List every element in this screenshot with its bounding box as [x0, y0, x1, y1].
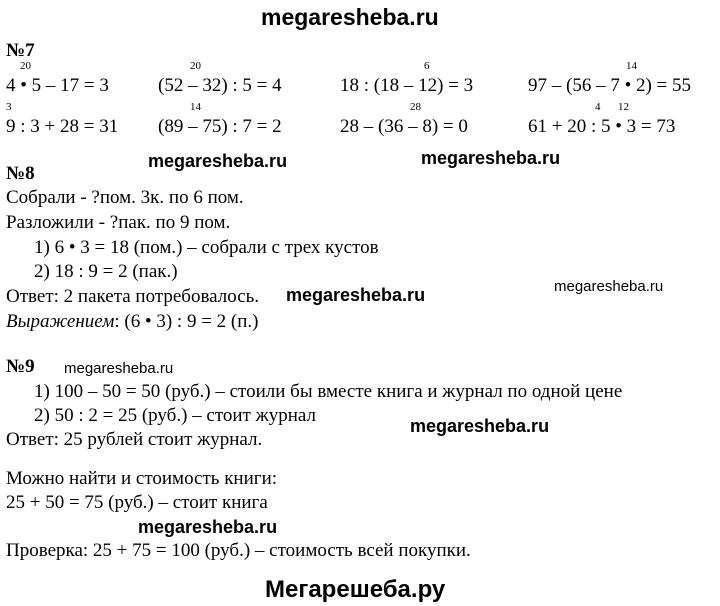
task9-step1: 1) 100 – 50 = 50 (руб.) – стоили бы вместе книга и журнал по одной цене: [34, 381, 623, 402]
task8-step1: 1) 6 • 3 = 18 (пом.) – собрали с трех кустов: [34, 237, 379, 258]
watermark: megaresheba.ru: [421, 148, 561, 168]
task9-title: №9: [6, 356, 35, 377]
task7-eq8-superscript-a: 4: [595, 101, 601, 113]
task7-title: №7: [6, 40, 35, 61]
watermark: megaresheba.ru: [554, 278, 664, 295]
task8-expression-value: : (6 • 3) : 9 = 2 (п.): [114, 311, 259, 332]
watermark: megaresheba.ru: [64, 360, 174, 377]
task7-eq4: 97 – (56 – 7 • 2) = 55: [528, 75, 692, 96]
watermark: megaresheba.ru: [286, 285, 426, 305]
watermark: megaresheba.ru: [410, 416, 550, 436]
task7-eq6-superscript: 14: [190, 101, 201, 113]
task7-eq2: (52 – 32) : 5 = 4: [158, 75, 282, 96]
task9-extra-line1: Можно найти и стоимость книги:: [6, 468, 278, 489]
task9-step2: 2) 50 : 2 = 25 (руб.) – стоит журнал: [34, 405, 316, 426]
task8-expression-label: Выражением: [6, 311, 115, 332]
task7-eq8: 61 + 20 : 5 • 3 = 73: [528, 116, 676, 137]
task7-eq6: (89 – 75) : 7 = 2: [158, 116, 282, 137]
task7-eq3: 18 : (18 – 12) = 3: [340, 75, 474, 96]
watermark: megaresheba.ru: [138, 517, 278, 537]
task7-eq7: 28 – (36 – 8) = 0: [340, 116, 468, 137]
task7-eq8-superscript-b: 12: [618, 101, 629, 113]
task7-eq4-superscript: 14: [626, 60, 637, 72]
task8-condition-line2: Разложили - ?пак. по 9 пом.: [6, 212, 231, 233]
watermark: megaresheba.ru: [148, 151, 288, 171]
task8-condition-line1: Собрали - ?пом. 3к. по 6 пом.: [6, 187, 244, 208]
task8-answer: Ответ: 2 пакета потребовалось.: [6, 286, 260, 307]
header-watermark: megaresheba.ru: [261, 4, 439, 30]
task8-expression: [6, 311, 259, 333]
task7-eq1-superscript: 20: [20, 60, 31, 72]
footer-watermark: Мегарешеба.ру: [265, 576, 446, 603]
task7-eq7-superscript: 28: [410, 101, 421, 113]
task9-check: Проверка: 25 + 75 = 100 (руб.) – стоимость всей покупки.: [6, 540, 471, 561]
task7-eq5: 9 : 3 + 28 = 31: [6, 116, 119, 137]
task8-step2: 2) 18 : 9 = 2 (пак.): [34, 261, 178, 282]
task7-eq3-superscript: 6: [424, 60, 430, 72]
task7-eq1: 4 • 5 – 17 = 3: [6, 75, 109, 96]
task9-answer: Ответ: 25 рублей стоит журнал.: [6, 429, 263, 450]
task8-title: №8: [6, 163, 35, 184]
task7-eq5-superscript: 3: [6, 101, 12, 113]
task9-extra-line2: 25 + 50 = 75 (руб.) – стоит книга: [6, 492, 268, 513]
task7-eq2-superscript: 20: [190, 60, 201, 72]
